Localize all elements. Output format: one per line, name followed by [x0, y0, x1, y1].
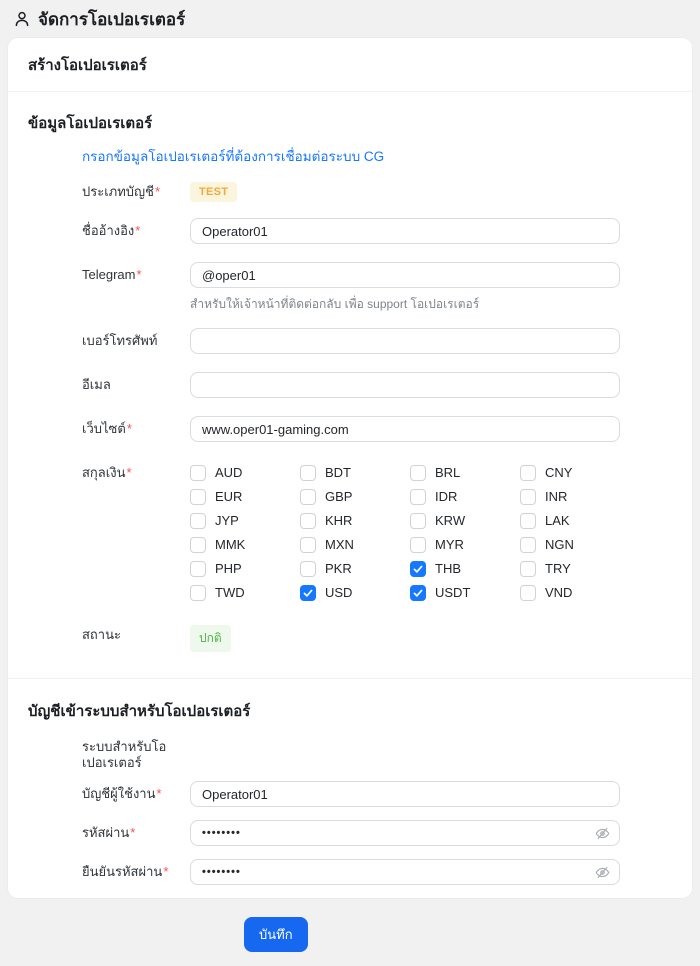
currency-code-label: LAK	[545, 513, 570, 528]
currency-option-IDR[interactable]	[410, 488, 520, 505]
checkbox-unchecked-icon[interactable]	[410, 537, 426, 553]
phone-row	[82, 328, 672, 354]
checkbox-unchecked-icon[interactable]	[300, 561, 316, 577]
username-input[interactable]	[190, 781, 620, 807]
page-title: จัดการโอเปอเรเตอร์	[38, 9, 186, 29]
card-header: สร้างโอเปอเรเตอร์	[8, 38, 692, 92]
website-row	[82, 416, 672, 442]
email-input[interactable]	[190, 372, 620, 398]
currency-option-BRL[interactable]	[410, 464, 520, 481]
password-input[interactable]	[202, 827, 595, 839]
operator-info-form	[82, 145, 672, 652]
system-label-row	[82, 733, 672, 771]
currency-option-PKR[interactable]	[300, 560, 410, 577]
page-header	[0, 0, 700, 38]
currency-option-KHR[interactable]	[300, 512, 410, 529]
required-mark: *	[163, 864, 169, 879]
currency-option-VND[interactable]	[520, 584, 630, 601]
currency-code-label: PHP	[215, 561, 242, 576]
currency-option-THB[interactable]	[410, 560, 520, 577]
checkbox-unchecked-icon[interactable]	[520, 585, 536, 601]
currency-grid	[190, 460, 620, 601]
status-badge: ปกติ	[190, 625, 231, 652]
checkbox-unchecked-icon[interactable]	[520, 465, 536, 481]
checkbox-unchecked-icon[interactable]	[190, 585, 206, 601]
currency-option-BDT[interactable]	[300, 464, 410, 481]
password-field	[190, 820, 620, 846]
eye-off-icon[interactable]	[595, 865, 610, 880]
checkbox-unchecked-icon[interactable]	[300, 489, 316, 505]
required-mark: *	[156, 786, 162, 801]
checkbox-unchecked-icon[interactable]	[520, 537, 536, 553]
checkbox-unchecked-icon[interactable]	[190, 561, 206, 577]
currency-option-INR[interactable]	[520, 488, 630, 505]
checkbox-unchecked-icon[interactable]	[300, 465, 316, 481]
currency-code-label: THB	[435, 561, 461, 576]
checkbox-unchecked-icon[interactable]	[190, 513, 206, 529]
telegram-row	[82, 262, 672, 314]
required-mark: *	[126, 465, 132, 480]
currency-label: สกุลเงิน*	[82, 465, 132, 480]
currency-code-label: KRW	[435, 513, 466, 528]
currency-code-label: USDT	[435, 585, 471, 600]
currency-option-GBP[interactable]	[300, 488, 410, 505]
currency-option-AUD[interactable]	[190, 464, 300, 481]
currency-code-label: GBP	[325, 489, 353, 504]
account-type-label: ประเภทบัญชี*	[82, 184, 161, 199]
currency-option-LAK[interactable]	[520, 512, 630, 529]
currency-option-MXN[interactable]	[300, 536, 410, 553]
required-mark: *	[136, 267, 142, 282]
required-mark: *	[154, 184, 161, 199]
website-input[interactable]	[190, 416, 620, 442]
section-heading-operator-info: ข้อมูลโอเปอเรเตอร์	[28, 115, 153, 132]
save-button[interactable]: บันทึก	[244, 917, 308, 952]
currency-code-label: JYP	[215, 513, 239, 528]
section-divider	[8, 678, 692, 679]
currency-code-label: AUD	[215, 465, 243, 480]
checkbox-unchecked-icon[interactable]	[410, 465, 426, 481]
currency-code-label: INR	[545, 489, 568, 504]
currency-option-PHP[interactable]	[190, 560, 300, 577]
password-row	[82, 820, 672, 846]
checkbox-unchecked-icon[interactable]	[190, 465, 206, 481]
currency-row	[82, 460, 672, 601]
confirm-password-input[interactable]	[202, 866, 595, 878]
checkbox-unchecked-icon[interactable]	[520, 561, 536, 577]
currency-option-NGN[interactable]	[520, 536, 630, 553]
checkbox-unchecked-icon[interactable]	[410, 489, 426, 505]
telegram-label: Telegram*	[82, 267, 142, 282]
section-heading-operator-account: บัญชีเข้าระบบสำหรับโอเปอเรเตอร์	[28, 703, 251, 720]
checkbox-unchecked-icon[interactable]	[190, 537, 206, 553]
checkbox-unchecked-icon[interactable]	[410, 513, 426, 529]
website-label: เว็บไซต์*	[82, 421, 132, 436]
confirm-password-label: ยืนยันรหัสผ่าน*	[82, 864, 169, 879]
currency-code-label: TRY	[545, 561, 571, 576]
checkbox-checked-icon[interactable]	[300, 585, 316, 601]
confirm-password-field	[190, 859, 620, 885]
telegram-input[interactable]	[190, 262, 620, 288]
currency-code-label: MYR	[435, 537, 464, 552]
currency-code-label: PKR	[325, 561, 352, 576]
system-label: ระบบสำหรับโอเปอเรเตอร์	[82, 739, 167, 770]
checkbox-unchecked-icon[interactable]	[190, 489, 206, 505]
checkbox-checked-icon[interactable]	[410, 561, 426, 577]
reference-name-label: ชื่ออ้างอิง*	[82, 223, 141, 238]
currency-code-label: KHR	[325, 513, 353, 528]
password-label: รหัสผ่าน*	[82, 825, 136, 840]
currency-option-CNY[interactable]	[520, 464, 630, 481]
checkbox-unchecked-icon[interactable]	[520, 513, 536, 529]
reference-name-row	[82, 218, 672, 244]
info-note: กรอกข้อมูลโอเปอเรเตอร์ที่ต้องการเชื่อมต่อระบบ CG	[82, 149, 385, 164]
currency-option-MYR[interactable]	[410, 536, 520, 553]
status-label: สถานะ	[82, 627, 121, 642]
currency-code-label: TWD	[215, 585, 245, 600]
operator-account-form	[82, 733, 672, 952]
user-icon	[13, 10, 31, 28]
create-operator-card	[8, 38, 692, 942]
reference-name-input[interactable]	[190, 218, 620, 244]
required-mark: *	[135, 223, 141, 238]
currency-option-USDT[interactable]	[410, 584, 520, 601]
email-label: อีเมล	[82, 377, 111, 392]
required-mark: *	[126, 421, 132, 436]
currency-code-label: VND	[545, 585, 573, 600]
currency-code-label: EUR	[215, 489, 243, 504]
checkbox-unchecked-icon[interactable]	[300, 537, 316, 553]
phone-label: เบอร์โทรศัพท์	[82, 333, 158, 348]
username-row	[82, 781, 672, 807]
currency-code-label: CNY	[545, 465, 573, 480]
currency-option-MMK[interactable]	[190, 536, 300, 553]
currency-option-KRW[interactable]	[410, 512, 520, 529]
save-row	[244, 917, 672, 952]
username-label: บัญชีผู้ใช้งาน*	[82, 786, 162, 801]
currency-code-label: MMK	[215, 537, 246, 552]
currency-code-label: BDT	[325, 465, 351, 480]
currency-code-label: USD	[325, 585, 353, 600]
checkbox-unchecked-icon[interactable]	[300, 513, 316, 529]
account-type-row	[82, 182, 672, 202]
currency-option-USD[interactable]	[300, 584, 410, 601]
phone-input[interactable]	[190, 328, 620, 354]
email-row	[82, 372, 672, 398]
checkbox-unchecked-icon[interactable]	[520, 489, 536, 505]
currency-option-JYP[interactable]	[190, 512, 300, 529]
currency-code-label: NGN	[545, 537, 574, 552]
card-body	[8, 92, 692, 966]
confirm-password-row	[82, 859, 672, 885]
currency-option-TRY[interactable]	[520, 560, 630, 577]
account-type-badge: TEST	[190, 182, 237, 202]
checkbox-checked-icon[interactable]	[410, 585, 426, 601]
currency-option-EUR[interactable]	[190, 488, 300, 505]
currency-code-label: MXN	[325, 537, 354, 552]
telegram-helper-text: สำหรับให้เจ้าหน้าที่ติดต่อกลับ เพื่อ support โอเปอเรเตอร์	[190, 297, 480, 311]
status-row	[82, 625, 672, 652]
currency-code-label: IDR	[435, 489, 458, 504]
eye-off-icon[interactable]	[595, 826, 610, 841]
currency-option-TWD[interactable]	[190, 584, 300, 601]
currency-code-label: BRL	[435, 465, 461, 480]
required-mark: *	[130, 825, 136, 840]
